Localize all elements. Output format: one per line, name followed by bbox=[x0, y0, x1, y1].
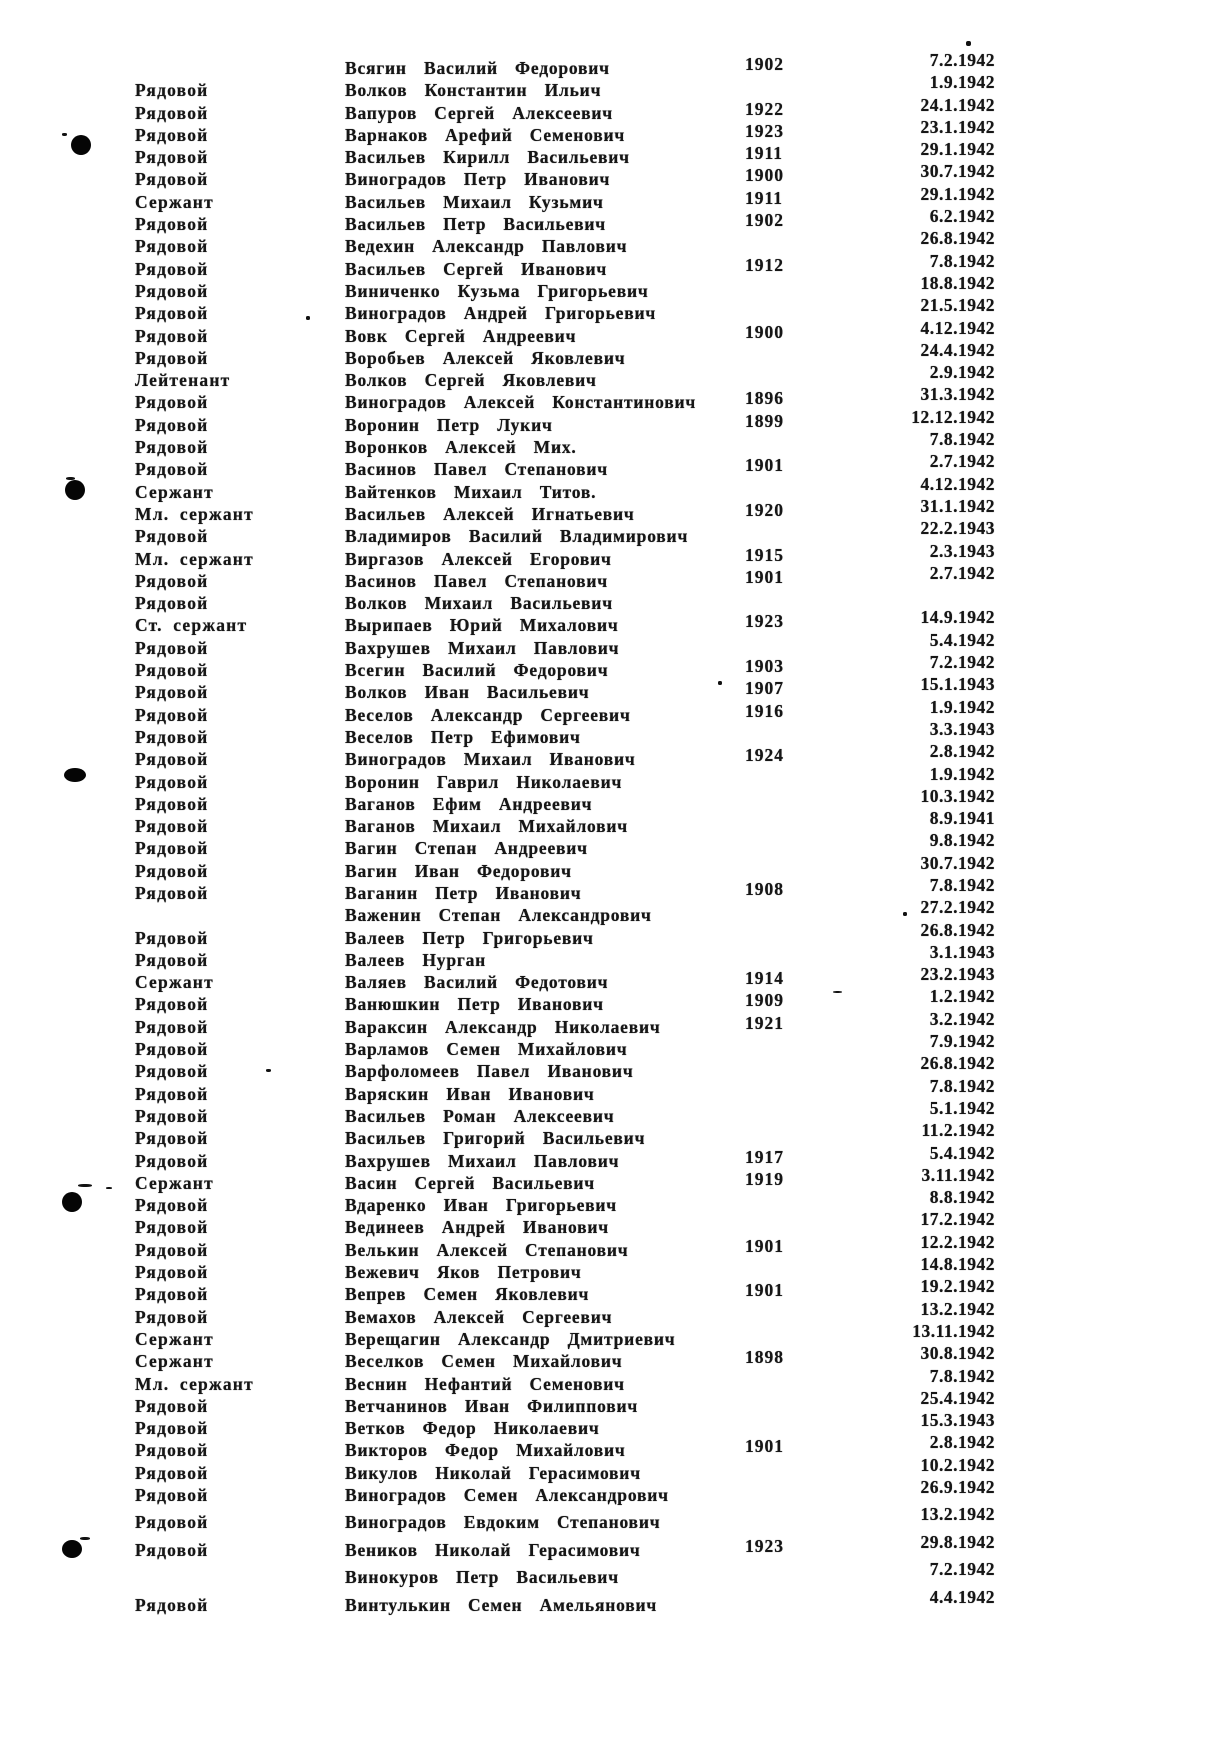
date-cell: 7.8.1942 bbox=[929, 874, 995, 895]
rank-cell: Рядовой bbox=[135, 214, 209, 235]
name-cell: Владимиров Василий Владимирович bbox=[345, 526, 689, 547]
rank-cell: Мл. сержант bbox=[135, 503, 254, 524]
name-cell: Васильев Алексей Игнатьевич bbox=[345, 503, 635, 524]
name-cell: Вапуров Сергей Алексеевич bbox=[345, 102, 613, 123]
rank-cell: Рядовой bbox=[135, 1395, 209, 1416]
rank-cell: Рядовой bbox=[135, 1262, 209, 1283]
rank-cell: Рядовой bbox=[135, 303, 209, 324]
date-cell: 2.3.1943 bbox=[929, 540, 995, 561]
name-cell: Важенин Степан Александрович bbox=[345, 905, 652, 926]
rank-cell: Рядовой bbox=[135, 771, 209, 792]
name-cell: Вараксин Александр Николаевич bbox=[345, 1016, 661, 1037]
name-cell: Викторов Федор Михайлович bbox=[345, 1440, 626, 1461]
birth-year-cell: 1900 bbox=[745, 165, 784, 186]
date-cell: 3.11.1942 bbox=[921, 1164, 995, 1185]
name-cell: Ведехин Александр Павлович bbox=[345, 236, 628, 257]
rank-cell: Сержант bbox=[135, 1328, 214, 1349]
rank-cell: Рядовой bbox=[135, 593, 209, 614]
punch-hole bbox=[71, 135, 91, 155]
rank-cell: Рядовой bbox=[135, 1128, 209, 1149]
rank-cell: Рядовой bbox=[135, 637, 209, 658]
rank-cell: Рядовой bbox=[135, 1016, 209, 1037]
name-cell: Волков Сергей Яковлевич bbox=[345, 370, 597, 391]
rank-cell: Лейтенант bbox=[135, 370, 231, 391]
birth-year-cell: 1902 bbox=[745, 54, 784, 74]
date-cell: 31.1.1942 bbox=[920, 495, 995, 516]
name-cell: Веников Николай Герасимович bbox=[345, 1539, 641, 1560]
rank-cell: Рядовой bbox=[135, 437, 209, 458]
rank-cell: Рядовой bbox=[135, 258, 209, 279]
name-cell: Валяев Василий Федотович bbox=[345, 972, 609, 993]
date-cell: 19.2.1942 bbox=[920, 1276, 995, 1297]
name-cell: Волков Иван Васильевич bbox=[345, 682, 590, 703]
birth-year-cell: 1901 bbox=[745, 1280, 784, 1301]
personnel-table bbox=[135, 50, 1135, 1622]
rank-cell: Рядовой bbox=[135, 392, 209, 413]
name-cell: Винокуров Петр Васильевич bbox=[345, 1567, 619, 1588]
date-cell: 7.8.1942 bbox=[929, 250, 995, 271]
date-cell: 6.2.1942 bbox=[929, 206, 995, 227]
name-cell: Виниченко Кузьма Григорьевич bbox=[345, 280, 649, 301]
name-cell: Вырипаев Юрий Михалович bbox=[345, 615, 619, 636]
date-cell: 7.2.1942 bbox=[929, 652, 995, 673]
name-cell: Виноградов Петр Иванович bbox=[345, 169, 611, 190]
rank-cell: Рядовой bbox=[135, 414, 209, 435]
date-cell: 13.2.1942 bbox=[920, 1298, 995, 1319]
noise-speck bbox=[80, 1537, 90, 1540]
rank-cell: Сержант bbox=[135, 972, 214, 993]
birth-year-cell: 1923 bbox=[745, 120, 784, 141]
punch-hole bbox=[62, 1192, 82, 1212]
name-cell: Васинов Павел Степанович bbox=[345, 570, 608, 591]
name-cell: Вагин Степан Андреевич bbox=[345, 838, 588, 859]
birth-year-cell: 1915 bbox=[745, 544, 784, 565]
punch-hole bbox=[65, 480, 85, 500]
date-cell: 8.8.1942 bbox=[929, 1187, 995, 1208]
date-cell: 23.2.1943 bbox=[920, 964, 995, 985]
name-cell: Варяскин Иван Иванович bbox=[345, 1083, 595, 1104]
date-cell: 15.3.1943 bbox=[920, 1410, 995, 1431]
birth-year-cell: 1909 bbox=[745, 990, 784, 1011]
rank-cell: Мл. сержант bbox=[135, 1373, 254, 1394]
date-cell: 18.8.1942 bbox=[920, 272, 995, 293]
rank-cell: Рядовой bbox=[135, 102, 209, 123]
rank-cell: Рядовой bbox=[135, 793, 209, 814]
punch-hole bbox=[62, 1540, 82, 1558]
birth-year-cell: 1921 bbox=[745, 1012, 784, 1033]
date-cell: 30.8.1942 bbox=[920, 1343, 995, 1364]
rank-cell: Сержант bbox=[135, 191, 214, 212]
date-cell: 1.9.1942 bbox=[929, 72, 995, 93]
date-cell: 2.8.1942 bbox=[929, 1432, 995, 1453]
birth-year-cell: 1919 bbox=[745, 1168, 784, 1189]
rank-cell: Рядовой bbox=[135, 749, 209, 770]
rank-cell: Рядовой bbox=[135, 459, 209, 480]
rank-cell: Рядовой bbox=[135, 570, 209, 591]
date-cell: 21.5.1942 bbox=[920, 295, 995, 316]
date-cell: 9.8.1942 bbox=[929, 830, 995, 851]
name-cell: Веселков Семен Михайлович bbox=[345, 1351, 623, 1372]
name-cell: Васильев Кирилл Васильевич bbox=[345, 147, 630, 168]
name-cell: Васинов Павел Степанович bbox=[345, 459, 608, 480]
rank-cell: Рядовой bbox=[135, 660, 209, 681]
noise-speck bbox=[66, 477, 75, 480]
date-cell: 17.2.1942 bbox=[920, 1209, 995, 1230]
name-cell: Всегин Василий Федорович bbox=[345, 660, 609, 681]
rank-cell: Рядовой bbox=[135, 1083, 209, 1104]
name-cell: Ваганов Михаил Михайлович bbox=[345, 816, 628, 837]
rank-cell: Рядовой bbox=[135, 325, 209, 346]
rank-cell: Рядовой bbox=[135, 147, 209, 168]
birth-year-cell: 1920 bbox=[745, 499, 784, 520]
date-cell: 26.9.1942 bbox=[920, 1477, 995, 1497]
rank-cell: Рядовой bbox=[135, 682, 209, 703]
date-cell: 8.9.1941 bbox=[929, 808, 995, 829]
birth-year-cell: 1917 bbox=[745, 1146, 784, 1167]
birth-year-cell: 1900 bbox=[745, 321, 784, 342]
birth-year-cell: 1901 bbox=[745, 1436, 784, 1457]
birth-year-cell: 1902 bbox=[745, 210, 784, 231]
rank-cell: Рядовой bbox=[135, 1195, 209, 1216]
rank-cell: Рядовой bbox=[135, 1512, 209, 1533]
date-cell: 3.2.1942 bbox=[929, 1008, 995, 1029]
date-cell: 15.1.1943 bbox=[920, 674, 995, 695]
date-cell: 11.2.1942 bbox=[921, 1120, 995, 1141]
rank-cell: Сержант bbox=[135, 1172, 214, 1193]
name-cell: Ветков Федор Николаевич bbox=[345, 1418, 600, 1439]
name-cell: Валеев Нурган bbox=[345, 949, 487, 970]
name-cell: Вежевич Яков Петрович bbox=[345, 1262, 582, 1283]
date-cell: 29.1.1942 bbox=[920, 139, 995, 160]
rank-cell: Рядовой bbox=[135, 1061, 209, 1082]
name-cell: Виноградов Семен Александрович bbox=[345, 1485, 669, 1505]
name-cell: Виноградов Алексей Константинович bbox=[345, 392, 697, 413]
rank-cell: Рядовой bbox=[135, 124, 209, 145]
birth-year-cell: 1923 bbox=[745, 1535, 784, 1556]
rank-cell: Рядовой bbox=[135, 726, 209, 747]
rank-cell: Рядовой bbox=[135, 526, 209, 547]
date-cell: 7.2.1942 bbox=[929, 1559, 995, 1580]
rank-cell: Сержант bbox=[135, 481, 214, 502]
birth-year-cell: 1896 bbox=[745, 388, 784, 409]
name-cell: Веснин Нефантий Семенович bbox=[345, 1373, 625, 1394]
date-cell: 7.8.1942 bbox=[929, 1365, 995, 1386]
rank-cell: Рядовой bbox=[135, 1306, 209, 1327]
name-cell: Васильев Сергей Иванович bbox=[345, 258, 608, 279]
date-cell: 14.8.1942 bbox=[920, 1254, 995, 1275]
name-cell: Всягин Василий Федорович bbox=[345, 58, 610, 78]
date-cell: 22.2.1943 bbox=[920, 518, 995, 539]
name-cell: Васин Сергей Васильевич bbox=[345, 1172, 595, 1193]
date-cell: 5.4.1942 bbox=[929, 1142, 995, 1163]
date-cell: 23.1.1942 bbox=[920, 116, 995, 137]
rank-cell: Рядовой bbox=[135, 927, 209, 948]
rank-cell: Рядовой bbox=[135, 80, 209, 101]
name-cell: Верещагин Александр Дмитриевич bbox=[345, 1328, 676, 1349]
date-cell: 1.9.1942 bbox=[929, 763, 995, 784]
date-cell: 1.9.1942 bbox=[929, 696, 995, 717]
name-cell: Васильев Петр Васильевич bbox=[345, 214, 606, 235]
date-cell: 5.1.1942 bbox=[929, 1097, 995, 1118]
birth-year-cell: 1899 bbox=[745, 410, 784, 431]
table-row bbox=[135, 1586, 1135, 1622]
birth-year-cell: 1903 bbox=[745, 656, 784, 677]
date-cell: 2.7.1942 bbox=[929, 562, 995, 583]
rank-cell: Рядовой bbox=[135, 1594, 209, 1615]
birth-year-cell: 1907 bbox=[745, 678, 784, 699]
name-cell: Воронков Алексей Мих. bbox=[345, 437, 577, 458]
date-cell: 4.12.1942 bbox=[920, 473, 995, 494]
birth-year-cell: 1911 bbox=[745, 143, 784, 164]
date-cell: 12.12.1942 bbox=[911, 406, 995, 427]
name-cell: Воробьев Алексей Яковлевич bbox=[345, 347, 626, 368]
noise-speck bbox=[78, 1184, 92, 1187]
date-cell: 27.2.1942 bbox=[920, 897, 995, 918]
name-cell: Варфоломеев Павел Иванович bbox=[345, 1061, 634, 1082]
rank-cell: Рядовой bbox=[135, 1539, 209, 1560]
name-cell: Веселов Александр Сергеевич bbox=[345, 704, 631, 725]
rank-cell: Рядовой bbox=[135, 949, 209, 970]
date-cell: 31.3.1942 bbox=[920, 384, 995, 405]
name-cell: Вемахов Алексей Сергеевич bbox=[345, 1306, 613, 1327]
name-cell: Виноградов Михаил Иванович bbox=[345, 749, 636, 770]
date-cell: 2.9.1942 bbox=[929, 362, 995, 383]
date-cell: 3.3.1943 bbox=[929, 718, 995, 739]
birth-year-cell: 1901 bbox=[745, 455, 784, 476]
noise-speck bbox=[106, 1187, 112, 1189]
date-cell: 4.4.1942 bbox=[929, 1586, 995, 1607]
date-cell: 7.8.1942 bbox=[929, 1075, 995, 1096]
rank-cell: Рядовой bbox=[135, 1462, 209, 1483]
name-cell: Вединеев Андрей Иванович bbox=[345, 1217, 609, 1238]
name-cell: Вахрушев Михаил Павлович bbox=[345, 637, 620, 658]
rank-cell: Рядовой bbox=[135, 882, 209, 903]
rank-cell: Сержант bbox=[135, 1351, 214, 1372]
name-cell: Васильев Григорий Васильевич bbox=[345, 1128, 646, 1149]
rank-cell: Рядовой bbox=[135, 1217, 209, 1238]
date-cell: 3.1.1943 bbox=[929, 941, 995, 962]
date-cell: 30.7.1942 bbox=[920, 852, 995, 873]
name-cell: Валеев Петр Григорьевич bbox=[345, 927, 594, 948]
name-cell: Викулов Николай Герасимович bbox=[345, 1462, 641, 1483]
name-cell: Ванюшкин Петр Иванович bbox=[345, 994, 604, 1015]
date-cell: 2.8.1942 bbox=[929, 741, 995, 762]
rank-cell: Рядовой bbox=[135, 1239, 209, 1260]
date-cell: 29.1.1942 bbox=[920, 183, 995, 204]
rank-cell: Рядовой bbox=[135, 704, 209, 725]
name-cell: Васильев Михаил Кузьмич bbox=[345, 191, 604, 212]
name-cell: Велькин Алексей Степанович bbox=[345, 1239, 629, 1260]
date-cell: 5.4.1942 bbox=[929, 629, 995, 650]
birth-year-cell: 1912 bbox=[745, 254, 784, 275]
birth-year-cell: 1916 bbox=[745, 700, 784, 721]
name-cell: Волков Михаил Васильевич bbox=[345, 593, 613, 614]
name-cell: Вагин Иван Федорович bbox=[345, 860, 572, 881]
name-cell: Волков Константин Ильич bbox=[345, 80, 602, 101]
date-cell: 29.8.1942 bbox=[920, 1531, 995, 1552]
date-cell: 14.9.1942 bbox=[920, 607, 995, 628]
rank-cell: Рядовой bbox=[135, 994, 209, 1015]
rank-cell: Рядовой bbox=[135, 1284, 209, 1305]
name-cell: Вайтенков Михаил Титов. bbox=[345, 481, 597, 502]
rank-cell: Рядовой bbox=[135, 280, 209, 301]
name-cell: Веселов Петр Ефимович bbox=[345, 726, 581, 747]
name-cell: Ваганин Петр Иванович bbox=[345, 882, 582, 903]
birth-year-cell: 1908 bbox=[745, 878, 784, 899]
date-cell: 24.1.1942 bbox=[920, 94, 995, 115]
date-cell: 13.2.1942 bbox=[920, 1504, 995, 1525]
date-cell: 26.8.1942 bbox=[920, 228, 995, 249]
name-cell: Ветчанинов Иван Филиппович bbox=[345, 1395, 639, 1416]
date-cell: 26.8.1942 bbox=[920, 919, 995, 940]
date-cell: 7.8.1942 bbox=[929, 429, 995, 450]
rank-cell: Рядовой bbox=[135, 236, 209, 257]
date-cell: 25.4.1942 bbox=[920, 1387, 995, 1408]
rank-cell: Рядовой bbox=[135, 1418, 209, 1439]
date-cell: 26.8.1942 bbox=[920, 1053, 995, 1074]
rank-cell: Рядовой bbox=[135, 860, 209, 881]
rank-cell: Рядовой bbox=[135, 1440, 209, 1461]
rank-cell: Мл. сержант bbox=[135, 548, 254, 569]
date-cell: 13.11.1942 bbox=[912, 1320, 995, 1341]
name-cell: Винтулькин Семен Амельянович bbox=[345, 1594, 658, 1615]
date-cell: 4.12.1942 bbox=[920, 317, 995, 338]
rank-cell: Рядовой bbox=[135, 169, 209, 190]
table-row bbox=[135, 562, 1135, 593]
date-cell: 24.4.1942 bbox=[920, 339, 995, 360]
name-cell: Вепрев Семен Яковлевич bbox=[345, 1284, 590, 1305]
date-cell: 30.7.1942 bbox=[920, 161, 995, 182]
date-cell: 2.7.1942 bbox=[929, 451, 995, 472]
date-cell: 1.2.1942 bbox=[929, 986, 995, 1007]
name-cell: Воронин Петр Лукич bbox=[345, 414, 553, 435]
name-cell: Вахрушев Михаил Павлович bbox=[345, 1150, 620, 1171]
birth-year-cell: 1924 bbox=[745, 745, 784, 766]
birth-year-cell: 1922 bbox=[745, 98, 784, 119]
birth-year-cell: 1901 bbox=[745, 1235, 784, 1256]
name-cell: Варламов Семен Михайлович bbox=[345, 1039, 628, 1060]
date-cell: 7.2.1942 bbox=[929, 50, 995, 70]
punch-hole bbox=[64, 768, 86, 782]
date-cell: 12.2.1942 bbox=[920, 1231, 995, 1252]
noise-speck bbox=[966, 41, 971, 46]
date-cell: 7.9.1942 bbox=[929, 1031, 995, 1052]
name-cell: Виргазов Алексей Егорович bbox=[345, 548, 612, 569]
rank-cell: Рядовой bbox=[135, 347, 209, 368]
name-cell: Васильев Роман Алексеевич bbox=[345, 1105, 615, 1126]
name-cell: Варнаков Арефий Семенович bbox=[345, 124, 626, 145]
rank-cell: Ст. сержант bbox=[135, 615, 248, 636]
birth-year-cell: 1898 bbox=[745, 1347, 784, 1368]
name-cell: Виноградов Евдоким Степанович bbox=[345, 1512, 661, 1533]
date-cell: 10.2.1942 bbox=[920, 1454, 995, 1475]
name-cell: Вовк Сергей Андреевич bbox=[345, 325, 577, 346]
rank-cell: Рядовой bbox=[135, 816, 209, 837]
name-cell: Воронин Гаврил Николаевич bbox=[345, 771, 623, 792]
rank-cell: Рядовой bbox=[135, 1039, 209, 1060]
name-cell: Ваганов Ефим Андреевич bbox=[345, 793, 593, 814]
birth-year-cell: 1923 bbox=[745, 611, 784, 632]
rank-cell: Рядовой bbox=[135, 1150, 209, 1171]
birth-year-cell: 1901 bbox=[745, 566, 784, 587]
date-cell: 10.3.1942 bbox=[920, 785, 995, 806]
name-cell: Вдаренко Иван Григорьевич bbox=[345, 1195, 617, 1216]
name-cell: Виноградов Андрей Григорьевич bbox=[345, 303, 657, 324]
birth-year-cell: 1914 bbox=[745, 968, 784, 989]
noise-speck bbox=[62, 133, 67, 136]
rank-cell: Рядовой bbox=[135, 838, 209, 859]
birth-year-cell: 1911 bbox=[745, 187, 784, 208]
rank-cell: Рядовой bbox=[135, 1105, 209, 1126]
rank-cell: Рядовой bbox=[135, 1485, 209, 1505]
